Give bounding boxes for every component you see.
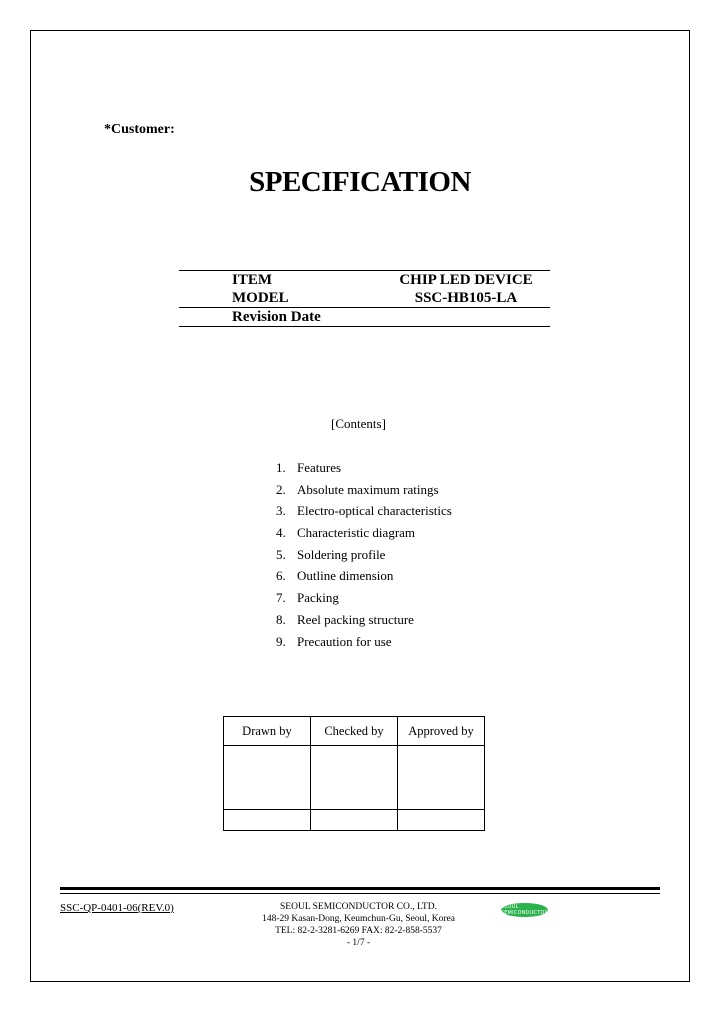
approved-by-date [398, 810, 485, 831]
checked-by-header: Checked by [311, 717, 398, 746]
list-item [276, 546, 452, 568]
info-table [179, 270, 550, 327]
item-text: Reel packing structure [297, 611, 414, 627]
company-logo-icon [501, 903, 548, 917]
list-item [276, 481, 452, 503]
info-row-model [179, 289, 550, 308]
contents-heading: [Contents] [331, 416, 386, 431]
customer-label: *Customer: [104, 122, 175, 137]
info-label: MODEL [179, 289, 382, 308]
item-text: Features [297, 460, 342, 475]
item-number: 2. [276, 481, 286, 497]
item-text: Outline dimension [297, 568, 394, 584]
item-number: 9. [276, 633, 286, 649]
item-number: 3. [276, 503, 286, 519]
item-text: Soldering profile [297, 546, 386, 562]
logo-text: SEOUL SEMICONDUCTOR [500, 904, 549, 916]
info-value: CHIP LED DEVICE [382, 271, 550, 290]
list-item [276, 633, 452, 655]
list-item [276, 502, 452, 524]
info-label: Revision Date [179, 308, 382, 327]
list-item [276, 524, 452, 546]
checked-by-date [311, 810, 398, 831]
drawn-by-date [224, 810, 311, 831]
item-text: Precaution for use [297, 633, 392, 649]
signoff-header-row [224, 717, 485, 746]
item-number: 5. [276, 546, 286, 562]
info-value: SSC-HB105-LA [382, 289, 550, 308]
page-number: - 1/7 - [346, 938, 371, 948]
item-text: Electro-optical characteristics [297, 503, 452, 519]
item-number: 4. [276, 525, 286, 541]
approved-by-signature [398, 746, 485, 810]
document-number: SSC-QP-0401-06(REV.0) [60, 902, 174, 914]
drawn-by-signature [224, 746, 311, 810]
item-text: Packing [297, 590, 339, 606]
info-label: ITEM [179, 271, 382, 290]
signature-row [224, 746, 485, 810]
item-number: 6. [276, 568, 286, 584]
contents-list [276, 459, 452, 654]
signoff-table [223, 716, 485, 831]
item-number: 8. [276, 611, 286, 627]
list-item [276, 611, 452, 633]
item-text: Absolute maximum ratings [297, 481, 439, 497]
drawn-by-header: Drawn by [224, 717, 311, 746]
list-item [276, 567, 452, 589]
checked-by-signature [311, 746, 398, 810]
item-number: 1. [276, 460, 286, 475]
company-name: SEOUL SEMICONDUCTOR CO., LTD. [280, 902, 437, 912]
footer-rule-thick [60, 887, 660, 890]
info-value [382, 308, 550, 327]
item-text: Characteristic diagram [297, 525, 416, 541]
info-row-revision-date [179, 308, 550, 327]
company-address: 148-29 Kasan-Dong, Keumchun-Gu, Seoul, Korea [262, 914, 455, 924]
date-row [224, 810, 485, 831]
list-item [276, 589, 452, 611]
document-title: SPECIFICATION [249, 166, 471, 198]
item-number: 7. [276, 590, 286, 606]
footer-rule-thin [60, 893, 660, 894]
approved-by-header: Approved by [398, 717, 485, 746]
company-block [0, 901, 717, 949]
company-phone: TEL: 82-2-3281-6269 FAX: 82-2-858-5537 [275, 926, 442, 936]
list-item [276, 459, 452, 481]
info-row-item [179, 271, 550, 290]
